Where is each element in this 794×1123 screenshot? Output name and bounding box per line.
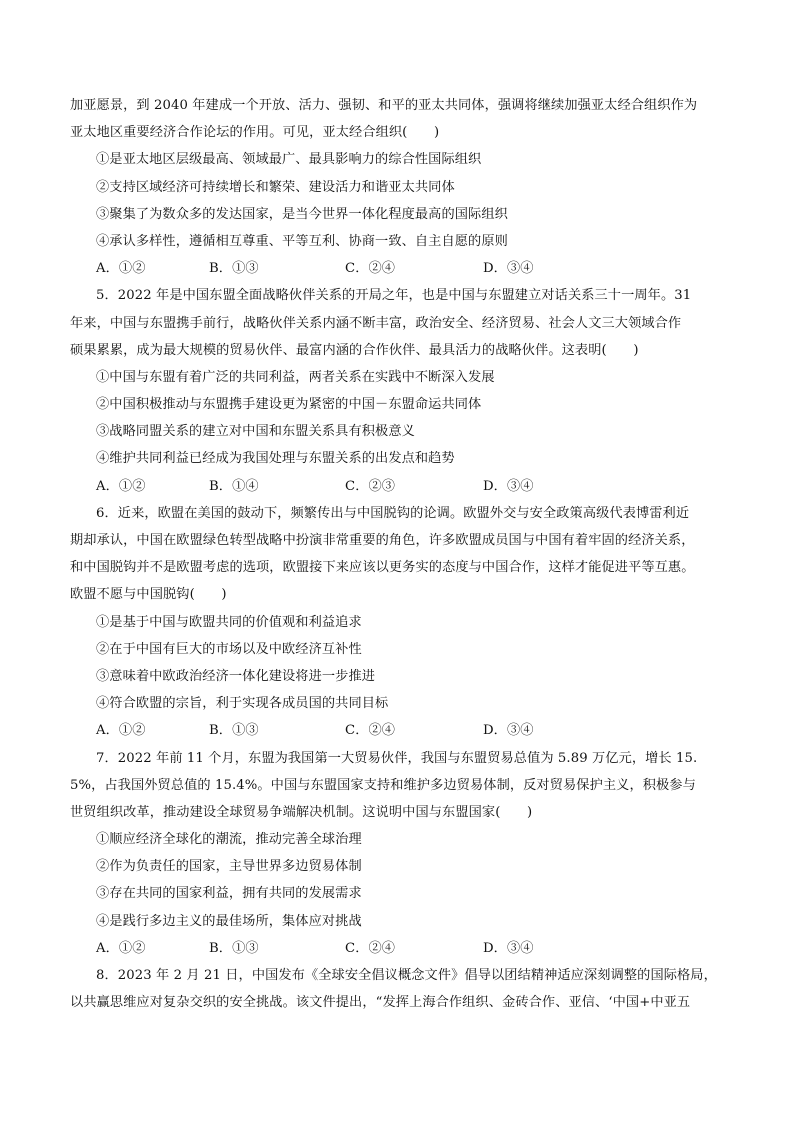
statement-1: ①是基于中国与欧盟共同的价值观和利益追求 (96, 614, 362, 630)
statement-2: ②支持区域经济可持续增长和繁荣、建设活力和谐亚太共同体 (96, 179, 455, 195)
statement-2: ②在于中国有巨大的市场以及中欧经济互补性 (96, 641, 362, 657)
option-d[interactable]: D．③④ (483, 723, 534, 739)
option-d[interactable]: D．③④ (483, 940, 534, 956)
option-b[interactable]: B．①③ (209, 723, 259, 739)
option-b[interactable]: B．①③ (209, 940, 259, 956)
statement-4: ④维护共同利益已经成为我国处理与东盟关系的出发点和趋势 (96, 451, 455, 467)
option-c[interactable]: C．②④ (345, 723, 396, 739)
option-a[interactable]: A．①② (96, 478, 146, 494)
question-stem-line: 以共赢思维应对复杂交织的安全挑战。该文件提出，“发挥上海合作组织、金砖合作、亚信、‘中国+中亚五 (70, 995, 691, 1011)
statement-4: ④符合欧盟的宗旨，利于实现各成员国的共同目标 (96, 696, 389, 712)
answer-options (70, 717, 724, 744)
option-a[interactable]: A．①② (96, 261, 146, 277)
option-c[interactable]: C．②④ (345, 940, 396, 956)
question-stem-line: 年来，中国与东盟携手前行，战略伙伴关系内涵不断丰富，政治安全、经济贸易、社会人文三大领域合作 (70, 315, 682, 331)
statement-1: ①中国与东盟有着广泛的共同利益，两者关系在实践中不断深入发展 (96, 369, 495, 385)
option-b[interactable]: B．①③ (209, 261, 259, 277)
option-a[interactable]: A．①② (96, 723, 146, 739)
option-c[interactable]: C．②④ (345, 261, 396, 277)
question-stem-line: 亚太地区重要经济合作论坛的作用。可见，亚太经合组织( ) (70, 125, 440, 141)
option-d[interactable]: D．③④ (483, 478, 534, 494)
question-stem-line: 8．2023 年 2 月 21 日，中国发布《全球安全倡议概念文件》倡导以团结精神适应深刻调整的国际格局， (96, 968, 717, 983)
answer-options (70, 473, 724, 500)
option-c[interactable]: C．②③ (345, 478, 396, 494)
question-stem-line: 和中国脱钩并不是欧盟考虑的选项，欧盟接下来应该以更务实的态度与中国合作，这样才能促进平等互惠。 (70, 560, 695, 576)
statement-4: ④承认多样性，遵循相互尊重、平等互利、协商一致、自主自愿的原则 (96, 233, 508, 249)
question-stem-line: 世贸组织改革，推动建设全球贸易争端解决机制。这说明中国与东盟国家( ) (70, 804, 533, 820)
statement-2: ②中国积极推动与东盟携手建设更为紧密的中国－东盟命运共同体 (96, 397, 482, 413)
question-stem-line: 5．2022 年是中国东盟全面战略伙伴关系的开局之年，也是中国与东盟建立对话关系三十一周年。31 (96, 288, 692, 304)
question-stem-line: 硕果累累，成为最大规模的贸易伙伴、最富内涵的合作伙伴、最具活力的战略伙伴。这表明( ) (70, 342, 639, 358)
statement-1: ①是亚太地区层级最高、领域最广、最具影响力的综合性国际组织 (96, 152, 482, 168)
question-8 (70, 962, 724, 1016)
question-stem-line: 6．近来，欧盟在美国的鼓动下，频繁传出与中国脱钩的论调。欧盟外交与安全政策高级代表博雷利近 (96, 505, 690, 521)
answer-options (70, 255, 724, 282)
question-6 (70, 500, 724, 745)
question-stem-line: 5%，占我国外贸总值的 15.4%。中国与东盟国家支持和维护多边贸易体制，反对贸易保护主义，积极参与 (70, 777, 696, 793)
statement-2: ②作为负责任的国家，主导世界多边贸易体制 (96, 859, 362, 875)
question-stem-line: 期却承认，中国在欧盟绿色转型战略中扮演非常重要的角色，许多欧盟成员国与中国有着牢固的经济关系， (70, 533, 695, 548)
option-d[interactable]: D．③④ (483, 261, 534, 277)
question-4 (70, 92, 724, 282)
statement-3: ③存在共同的国家利益，拥有共同的发展需求 (96, 886, 362, 902)
statement-4: ④是践行多边主义的最佳场所，集体应对挑战 (96, 913, 362, 929)
option-b[interactable]: B．①④ (209, 478, 259, 494)
statement-3: ③意味着中欧政治经济一体化建设将进一步推进 (96, 668, 376, 684)
question-stem-line: 加亚愿景，到 2040 年建成一个开放、活力、强韧、和平的亚太共同体，强调将继续加强亚太经合组织作为 (70, 98, 698, 113)
question-7 (70, 745, 724, 963)
statement-3: ③聚集了为数众多的发达国家，是当今世界一体化程度最高的国际组织 (96, 206, 508, 222)
question-stem-line: 欧盟不愿与中国脱钩( ) (70, 587, 227, 603)
answer-options (70, 935, 724, 962)
question-stem-line: 7．2022 年前 11 个月，东盟为我国第一大贸易伙伴，我国与东盟贸易总值为 5.89 万亿元，增长 15. (96, 750, 698, 766)
option-a[interactable]: A．①② (96, 940, 146, 956)
statement-3: ③战略同盟关系的建立对中国和东盟关系具有积极意义 (96, 424, 415, 440)
exam-page (70, 92, 724, 1016)
statement-1: ①顺应经济全球化的潮流，推动完善全球治理 (96, 832, 362, 848)
question-5 (70, 282, 724, 500)
